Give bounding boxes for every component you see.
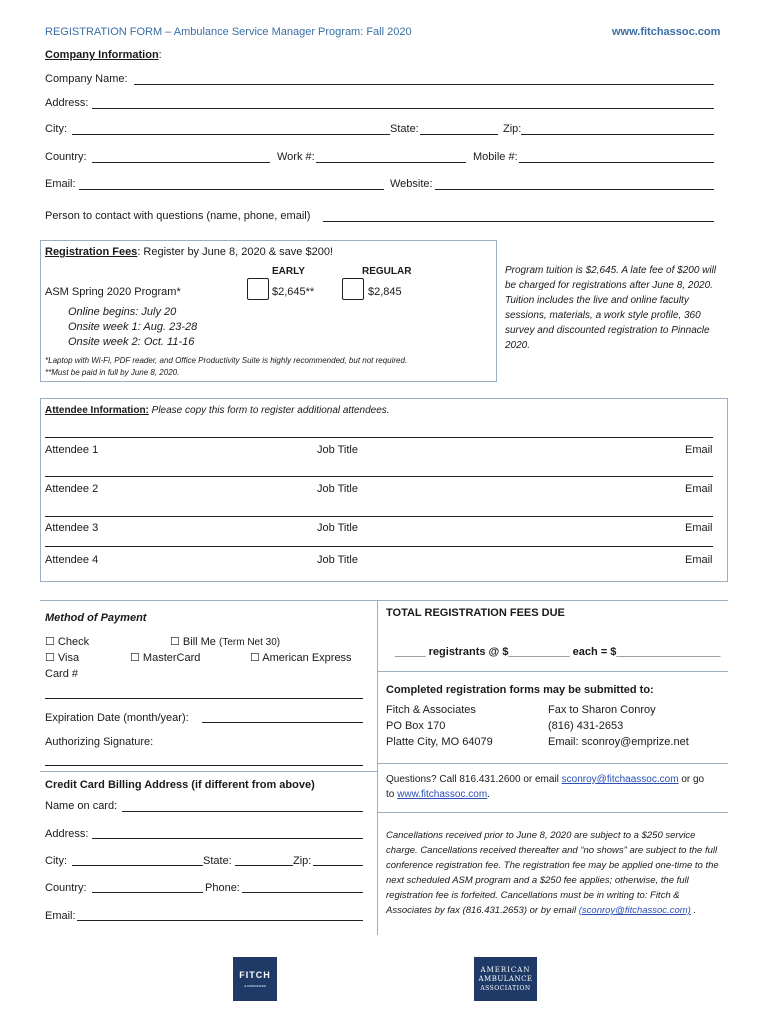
contact-label: Person to contact with questions (name, phone, email) <box>45 210 311 222</box>
country-field[interactable] <box>92 162 270 163</box>
billing-city-label: City: <box>45 855 67 867</box>
attendee-3-label: Attendee 3 <box>45 522 99 534</box>
state-field[interactable] <box>420 134 498 135</box>
mastercard-option[interactable]: ☐ MasterCard <box>130 652 201 664</box>
early-header: EARLY <box>272 266 305 277</box>
attendee-4-label: Attendee 4 <box>45 554 99 566</box>
questions-line-1: Questions? Call 816.431.2600 or email sconroy@fitchaassoc.com or go <box>386 774 705 785</box>
regular-checkbox[interactable] <box>342 278 364 300</box>
signature-label: Authorizing Signature: <box>45 736 154 748</box>
lower-section-top-rule <box>40 600 728 601</box>
regular-price: $2,845 <box>368 286 402 298</box>
name-on-card-label: Name on card: <box>45 800 118 812</box>
amex-option[interactable]: ☐ American Express <box>250 652 352 664</box>
attendee-2-field[interactable] <box>45 476 713 477</box>
zip-field[interactable] <box>521 134 714 135</box>
submit-bottom-rule <box>377 763 728 764</box>
schedule-line-1: Online begins: July 20 <box>68 306 177 318</box>
state-label: State: <box>390 123 419 135</box>
work-phone-field[interactable] <box>316 162 466 163</box>
total-fees-title: TOTAL REGISTRATION FEES DUE <box>386 607 565 619</box>
lower-section-divider <box>377 600 378 935</box>
attendee-3-email-label: Email <box>685 522 713 534</box>
questions-line-2: to www.fitchassoc.com. <box>386 789 490 800</box>
billing-city-field[interactable] <box>72 865 203 866</box>
totals-bottom-rule <box>377 671 728 672</box>
country-label: Country: <box>45 151 87 163</box>
attendee-4-email-label: Email <box>685 554 713 566</box>
mobile-phone-field[interactable] <box>519 162 714 163</box>
mobile-phone-label: Mobile #: <box>473 151 518 163</box>
submit-address-line-2: PO Box 170 <box>386 720 446 732</box>
billing-zip-label: Zip: <box>293 855 312 867</box>
payment-title: Method of Payment <box>45 612 147 624</box>
billing-address-field[interactable] <box>92 838 363 839</box>
schedule-line-3: Onsite week 2: Oct. 11-16 <box>68 336 195 348</box>
tuition-note: Program tuition is $2,645. A late fee of $200 will be charged for registrations after June 8, 2020. Tuition includes the live and online faculty sessions, materials, a work style profile, 360 survey and discounted registration to Pinnacle 2020. <box>505 265 717 351</box>
billing-title: Credit Card Billing Address (if different from above) <box>45 779 315 791</box>
billing-phone-label: Phone: <box>205 882 240 894</box>
billing-address-label: Address: <box>45 828 89 840</box>
website-field[interactable] <box>435 189 714 190</box>
billing-state-label: State: <box>203 855 232 867</box>
visa-option[interactable]: ☐ Visa <box>45 652 80 664</box>
form-title: REGISTRATION FORM – Ambulance Service Manager Program: Fall 2020 <box>45 26 412 38</box>
company-section-title: Company Information: <box>45 49 162 61</box>
billing-top-rule <box>40 771 377 772</box>
aaa-logo: AMERICAN AMBULANCE ASSOCIATION <box>474 957 537 1001</box>
attendee-box <box>40 398 728 582</box>
attendee-1-email-label: Email <box>685 444 713 456</box>
city-label: City: <box>45 123 67 135</box>
questions-bottom-rule <box>377 812 728 813</box>
attendee-2-label: Attendee 2 <box>45 483 99 495</box>
submit-address-line-3: Platte City, MO 64079 <box>386 736 493 748</box>
check-option[interactable]: ☐ Check <box>45 636 90 648</box>
laptop-note: *Laptop with Wi-Fi, PDF reader, and Office Productivity Suite is highly recommended, but not required. <box>45 356 408 365</box>
early-checkbox[interactable] <box>247 278 269 300</box>
billing-email-field[interactable] <box>77 920 363 921</box>
fitch-logo: FITCH & ASSOCIATES <box>233 957 277 1001</box>
card-number-field[interactable] <box>45 698 363 699</box>
cancellation-policy: Cancellations received prior to June 8, 2020 are subject to a $250 service charge. Cancellations received thereafter and “no shows” are subject to the full conference registration fee. The registration fee may be applied one-time to the next scheduled ASM program and a $250 fee applies; otherwise, the full registration fee is forfeited. Cancellations must be in writing to: Fitch & Associates by fax (816.431.2653) or by email (sconroy@fitchassoc.com) . <box>386 830 719 916</box>
attendee-1-label: Attendee 1 <box>45 444 99 456</box>
email-label: Email: <box>45 178 76 190</box>
signature-field[interactable] <box>45 765 363 766</box>
cancellation-email-link[interactable]: (sconroy@fitchassoc.com) <box>578 905 691 916</box>
header-website-link[interactable]: www.fitchassoc.com <box>612 26 721 38</box>
program-label: ASM Spring 2020 Program* <box>45 286 181 298</box>
questions-email-link[interactable]: sconroy@fitchaassoc.com <box>561 774 679 785</box>
zip-label: Zip: <box>503 123 522 135</box>
fax-line-1: Fax to Sharon Conroy <box>548 704 656 716</box>
attendee-2-email-label: Email <box>685 483 713 495</box>
fax-line-3: Email: sconroy@emprize.net <box>548 736 689 748</box>
fax-line-2: (816) 431-2653 <box>548 720 624 732</box>
company-name-field[interactable] <box>134 84 714 85</box>
name-on-card-field[interactable] <box>122 811 363 812</box>
regular-header: REGULAR <box>362 266 412 277</box>
contact-field[interactable] <box>323 221 714 222</box>
expiration-field[interactable] <box>202 722 363 723</box>
registration-fees-title: Registration Fees: Register by June 8, 2020 & save $200! <box>45 246 333 258</box>
address-label: Address: <box>45 97 89 109</box>
billing-state-field[interactable] <box>235 865 293 866</box>
city-field[interactable] <box>72 134 390 135</box>
attendee-4-job-title-label: Job Title <box>317 554 358 566</box>
attendee-3-field[interactable] <box>45 516 713 517</box>
company-name-label: Company Name: <box>45 73 128 85</box>
attendee-section-title: Attendee Information: Please copy this form to register additional attendees. <box>45 405 390 416</box>
attendee-2-job-title-label: Job Title <box>317 483 358 495</box>
attendee-1-job-title-label: Job Title <box>317 444 358 456</box>
total-fees-formula[interactable]: _____ registrants @ $__________ each = $_________________ <box>395 646 721 658</box>
billing-phone-field[interactable] <box>242 892 363 893</box>
billing-zip-field[interactable] <box>313 865 363 866</box>
billing-email-label: Email: <box>45 910 76 922</box>
billing-country-label: Country: <box>45 882 87 894</box>
address-field[interactable] <box>92 108 714 109</box>
attendee-4-field[interactable] <box>45 546 713 547</box>
website-label: Website: <box>390 178 433 190</box>
work-phone-label: Work #: <box>277 151 315 163</box>
attendee-1-field[interactable] <box>45 437 713 438</box>
email-field[interactable] <box>79 189 384 190</box>
early-price: $2,645** <box>272 286 315 298</box>
card-number-label: Card # <box>45 668 79 680</box>
payment-deadline-note: **Must be paid in full by June 8, 2020. <box>45 368 180 377</box>
billing-country-field[interactable] <box>92 892 203 893</box>
attendee-3-job-title-label: Job Title <box>317 522 358 534</box>
expiration-label: Expiration Date (month/year): <box>45 712 189 724</box>
submit-address-line-1: Fitch & Associates <box>386 704 476 716</box>
schedule-line-2: Onsite week 1: Aug. 23-28 <box>68 321 198 333</box>
questions-website-link[interactable]: www.fitchassoc.com <box>397 789 488 800</box>
bill-me-option[interactable]: ☐ Bill Me (Term Net 30) <box>170 636 281 648</box>
submit-title: Completed registration forms may be submitted to: <box>386 684 654 696</box>
